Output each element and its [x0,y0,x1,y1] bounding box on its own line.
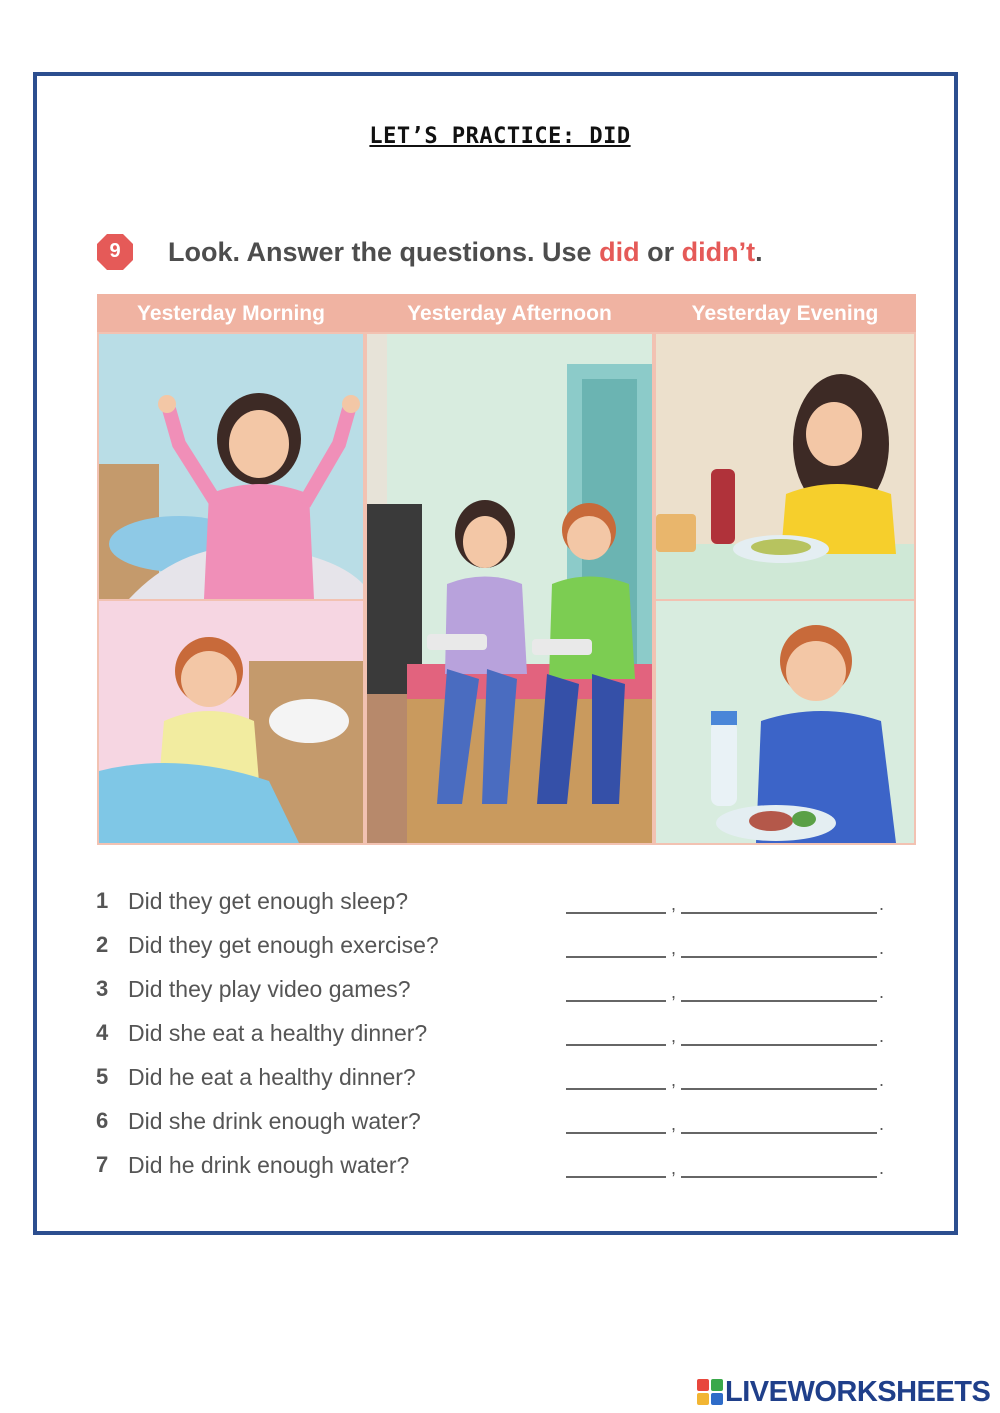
question-number: 6 [96,1108,109,1133]
question-row [96,1020,896,1050]
panel-morning [97,294,365,845]
question-number: 1 [96,888,109,913]
answer-blank-short[interactable] [566,956,666,958]
question-text: Did they get enough exercise? [128,932,439,958]
answer-comma: , [671,982,677,1002]
answer-blank-short[interactable] [566,1176,666,1178]
panel-afternoon [365,294,654,845]
answer-blank-long[interactable] [681,1176,877,1178]
question-text: Did they get enough sleep? [128,888,409,914]
instruction [168,237,763,268]
girl-waking-scene [99,334,363,599]
kids-playing-video-games-scene [367,334,652,843]
answer-period: . [879,938,885,958]
girl-eating-dinner-scene [656,334,914,599]
exercise-number: 9 [109,240,121,262]
panel-evening [654,294,916,845]
question-number: 3 [96,976,109,1001]
answer-blank-long[interactable] [681,1044,877,1046]
answer-comma: , [671,1070,677,1090]
answer-period: . [879,1070,885,1090]
illustration-panels [97,294,916,845]
question-row [96,932,896,962]
answer-period: . [879,1114,885,1134]
panel-header-afternoon: Yesterday Afternoon [365,294,654,332]
answer-period: . [879,894,885,914]
answer-blank-short[interactable] [566,1044,666,1046]
question-row [96,1152,896,1182]
question-text: Did she drink enough water? [128,1108,421,1134]
instruction-period: . [755,236,763,267]
answer-blank-long[interactable] [681,912,877,914]
question-number: 7 [96,1152,109,1177]
question-row [96,1108,896,1138]
question-row [96,976,896,1006]
instruction-or: or [647,236,675,267]
question-text: Did he eat a healthy dinner? [128,1064,416,1090]
panel-header-evening: Yesterday Evening [654,294,916,332]
answer-blank-short[interactable] [566,1132,666,1134]
answer-blank-long[interactable] [681,1132,877,1134]
answer-blank-short[interactable] [566,1000,666,1002]
question-row [96,888,896,918]
question-text: Did they play video games? [128,976,411,1002]
answer-comma: , [671,1026,677,1046]
question-number: 5 [96,1064,109,1089]
boy-in-bed-scene [99,601,363,843]
instruction-did: did [599,236,640,267]
answer-blank-short[interactable] [566,912,666,914]
answer-comma: , [671,1158,677,1178]
question-number: 2 [96,932,109,957]
question-text: Did she eat a healthy dinner? [128,1020,428,1046]
question-number: 4 [96,1020,109,1045]
exercise-number-badge [96,233,134,271]
instruction-prefix: Look. Answer the questions. Use [168,236,592,267]
question-row [96,1064,896,1094]
answer-period: . [879,1026,885,1046]
page-title: LET’S PRACTICE: DID [369,124,631,149]
instruction-didnt: didn’t [681,236,756,267]
panel-header-morning: Yesterday Morning [97,294,365,332]
exercise-heading [96,232,763,272]
answer-blank-long[interactable] [681,1088,877,1090]
liveworksheets-logo[interactable] [697,1375,990,1409]
boy-eating-dinner-scene [656,601,914,843]
answer-period: . [879,982,885,1002]
answer-comma: , [671,938,677,958]
answer-blank-long[interactable] [681,1000,877,1002]
liveworksheets-logo-icon [697,1379,723,1405]
answer-comma: , [671,894,677,914]
question-text: Did he drink enough water? [128,1152,410,1178]
answer-blank-long[interactable] [681,956,877,958]
brand-name: LIVEWORKSHEETS [725,1375,991,1408]
answer-blank-short[interactable] [566,1088,666,1090]
answer-period: . [879,1158,885,1178]
answer-comma: , [671,1114,677,1134]
